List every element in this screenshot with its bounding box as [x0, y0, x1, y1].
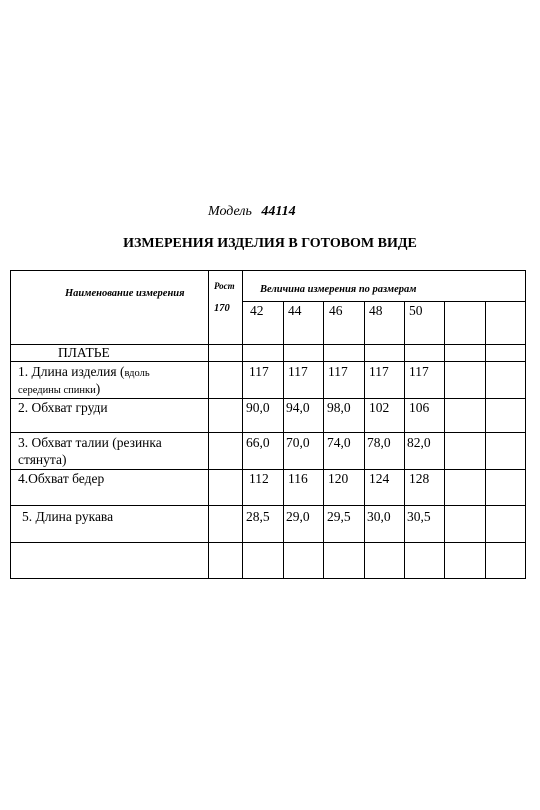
- row-name: 5. Длина рукава: [22, 509, 114, 524]
- table-cell: 74,0: [327, 435, 351, 450]
- col-divider: [404, 301, 405, 579]
- size-header: 44: [288, 303, 302, 318]
- row-name: 4.Обхват бедер: [18, 471, 105, 486]
- table-cell: 117: [409, 364, 429, 379]
- col-divider: [323, 301, 324, 579]
- row-divider: [10, 505, 526, 506]
- table-border-right: [525, 270, 526, 579]
- row-name-line2: стянута): [18, 452, 67, 467]
- page-title: ИЗМЕРЕНИЯ ИЗДЕЛИЯ В ГОТОВОМ ВИДЕ: [123, 236, 417, 251]
- table-cell: 124: [369, 471, 390, 486]
- table-cell: 117: [328, 364, 348, 379]
- col-divider: [242, 270, 243, 579]
- sizes-header: Величина измерения по размерам: [260, 284, 417, 295]
- size-header: 48: [369, 303, 383, 318]
- row-divider: [10, 542, 526, 543]
- row-name-note: середины спинки: [18, 385, 96, 396]
- table-cell: 128: [409, 471, 430, 486]
- table-cell: 120: [328, 471, 349, 486]
- table-cell: 117: [288, 364, 308, 379]
- row-name: 3. Обхват талии (резинка: [18, 435, 162, 450]
- name-column-header: Наименование измерения: [65, 288, 185, 299]
- table-border-top: [10, 270, 526, 271]
- table-cell: 106: [409, 400, 430, 415]
- table-cell: 98,0: [327, 400, 351, 415]
- row-name-text: 1. Длина изделия (: [18, 364, 125, 379]
- section-label: ПЛАТЬЕ: [58, 345, 110, 360]
- col-divider: [283, 301, 284, 579]
- table-cell: 112: [249, 471, 269, 486]
- table-cell: 117: [369, 364, 389, 379]
- row-name-note: вдоль: [124, 368, 150, 379]
- table-cell: 66,0: [246, 435, 270, 450]
- sizes-header-divider: [242, 301, 526, 302]
- row-divider: [10, 469, 526, 470]
- size-header: 50: [409, 303, 423, 318]
- table-cell: 28,5: [246, 509, 270, 524]
- table-cell: 102: [369, 400, 390, 415]
- col-divider: [485, 301, 486, 579]
- table-cell: 29,5: [327, 509, 351, 524]
- table-border-bottom: [10, 578, 526, 579]
- col-divider: [444, 301, 445, 579]
- table-cell: 82,0: [407, 435, 431, 450]
- row-name-text: ): [95, 381, 101, 396]
- table-cell: 70,0: [286, 435, 310, 450]
- row-name: [18, 364, 150, 382]
- model-number: 44114: [261, 204, 296, 219]
- height-label: Рост: [214, 281, 235, 291]
- table-cell: 117: [249, 364, 269, 379]
- row-name: 2. Обхват груди: [18, 400, 108, 415]
- table-cell: 78,0: [367, 435, 391, 450]
- col-divider: [208, 270, 209, 579]
- size-header: 42: [250, 303, 264, 318]
- height-value: 170: [214, 303, 230, 314]
- table-cell: 30,5: [407, 509, 431, 524]
- model-label: Модель: [208, 204, 252, 219]
- row-divider: [10, 361, 526, 362]
- col-divider: [364, 301, 365, 579]
- size-header: 46: [329, 303, 343, 318]
- table-cell: 116: [288, 471, 308, 486]
- table-cell: 30,0: [367, 509, 391, 524]
- table-border-left: [10, 270, 11, 579]
- table-cell: 90,0: [246, 400, 270, 415]
- row-divider: [10, 432, 526, 433]
- table-cell: 29,0: [286, 509, 310, 524]
- table-cell: 94,0: [286, 400, 310, 415]
- row-name-line2: [18, 381, 100, 399]
